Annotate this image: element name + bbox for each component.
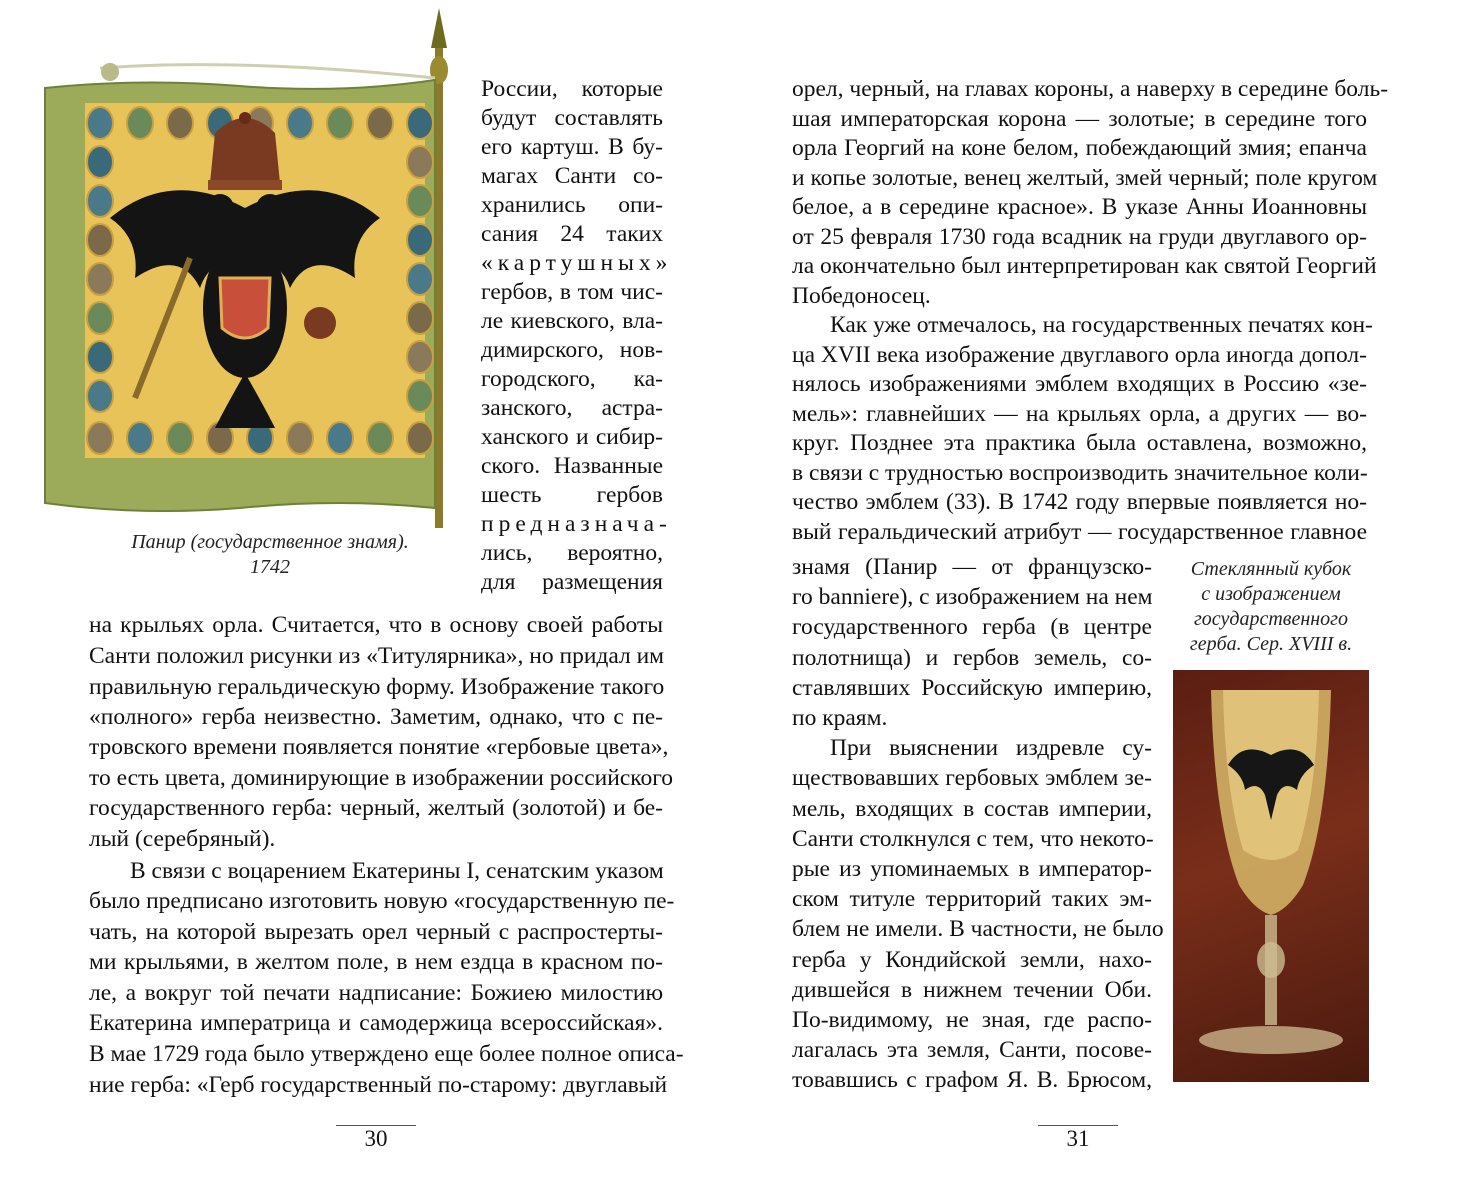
text-line: государственного герба: черный, желтый (золотой) и бе- xyxy=(89,795,663,821)
text-line: нялось изображениями эмблем входящих в Россию «зе- xyxy=(792,371,1367,397)
land-emblem xyxy=(287,422,313,454)
text-line: ле киевского, вла- xyxy=(481,308,663,334)
text-line: мель, входящих в состав империи, xyxy=(792,795,1152,822)
land-emblem xyxy=(127,107,153,139)
text-line: вый геральдический атрибут — государственное главное xyxy=(792,518,1367,545)
text-line: Санти положил рисунки из «Титулярника», но придал им xyxy=(89,643,665,669)
text-line: сания 24 таких xyxy=(481,221,663,247)
land-emblem xyxy=(327,422,353,454)
text-line: ставлявших Российскую империю, xyxy=(792,674,1152,701)
land-emblem xyxy=(407,422,433,454)
text-line: рые из упоминаемых в император- xyxy=(792,856,1152,882)
text-line: По-видимому, не зная, где распо- xyxy=(792,1007,1152,1033)
text-line: герба у Кондийской земли, нахо- xyxy=(792,946,1152,973)
text-line: и копье золотые, венец желтый, змей черный; поле кругом xyxy=(792,164,1378,191)
text-line: тровского времени появляется понятие «гербовые цвета», xyxy=(89,734,669,760)
text-line: России, которые xyxy=(481,76,663,102)
text-line: ца XVII века изображение двуглавого орла иногда допол- xyxy=(792,341,1367,368)
banner-pole xyxy=(435,48,443,528)
text-line: шесть гербов xyxy=(481,482,663,508)
text-line: будут составлять xyxy=(481,105,663,131)
land-emblem xyxy=(87,380,113,412)
text-line: го banniere), с изображением на нем xyxy=(792,584,1153,611)
text-line: ле, а вокруг той печати надписание: Божиею милостию xyxy=(89,980,663,1006)
text-line: государственного герба (в центре xyxy=(792,614,1152,641)
land-emblem xyxy=(407,380,433,412)
text-line: для размещения xyxy=(481,569,663,595)
text-line: ла окончательно был интерпретирован как святой Георгий xyxy=(792,253,1377,279)
text-line: лый (серебряный). xyxy=(89,826,276,852)
land-emblem xyxy=(167,107,193,139)
land-emblem xyxy=(127,422,153,454)
text-line: знамя (Панир — от французско- xyxy=(792,554,1152,580)
text-line: магах Санти со- xyxy=(481,163,663,189)
text-line: по краям. xyxy=(792,705,888,731)
land-emblem xyxy=(367,107,393,139)
text-line: его картуш. В бу- xyxy=(481,134,663,160)
text-line: полотнища) и гербов земель, со- xyxy=(792,644,1152,671)
land-emblem xyxy=(407,263,433,295)
text-line: чать, на которой вырезать орел черный с распростерты- xyxy=(89,919,663,945)
text-line: димирского, нов- xyxy=(481,337,663,363)
text-line: блем не имели. В частности, не было xyxy=(792,916,1164,943)
page-number: 31 xyxy=(1066,1126,1090,1151)
land-emblem xyxy=(407,185,433,217)
land-emblem xyxy=(87,224,113,256)
land-emblem xyxy=(407,302,433,334)
text-line: «полного» герба неизвестно. Заметим, однако, что с пе- xyxy=(89,704,663,730)
land-emblem xyxy=(407,224,433,256)
left-page xyxy=(0,0,729,1200)
land-emblem xyxy=(87,146,113,178)
goblet-caption: Стеклянный кубок с изображением государственного герба. Сер. XVIII в. xyxy=(1189,558,1353,655)
text-line: занского, астра- xyxy=(481,395,663,421)
pole-spearhead xyxy=(431,8,447,48)
text-line: хранились опи- xyxy=(481,192,663,218)
right-page xyxy=(729,0,1459,1200)
text-line: круг. Позднее эта практика была оставлена, возможно, xyxy=(792,430,1367,456)
land-emblem xyxy=(287,107,313,139)
land-emblem xyxy=(87,107,113,139)
text-line: от 25 февраля 1730 года всадник на груди двуглавого ор- xyxy=(792,223,1367,250)
text-line: Как уже отмечалось, на государственных печатях кон- xyxy=(830,312,1373,338)
text-line: ми крыльями, в желтом поле, в нем ездца в красном по- xyxy=(89,949,663,975)
land-emblem xyxy=(407,341,433,373)
text-line: в связи с трудностью воспроизводить значительное коли- xyxy=(792,459,1368,486)
text-line: белое, а в середине красное». В указе Анны Иоанновны xyxy=(792,194,1367,220)
text-line: ществовавших гербовых эмблем зе- xyxy=(792,765,1152,792)
text-line: дившейся в нижнем течении Оби. xyxy=(792,976,1152,1003)
text-line: При выяснении издревле су- xyxy=(830,735,1152,762)
text-line: орел, черный, на главах короны, а наверху в середине боль- xyxy=(792,76,1389,102)
text-line: товавшись с графом Я. В. Брюсом, xyxy=(792,1067,1152,1094)
text-line: Екатерина императрица и самодержица всероссийская». xyxy=(89,1010,663,1036)
text-line: В связи с воцарением Екатерины I, сенатским указом xyxy=(130,858,664,884)
text-line: шая императорская корона — золотые; в середине того xyxy=(792,105,1367,132)
land-emblem xyxy=(167,422,193,454)
text-line: «картушных» xyxy=(481,250,673,276)
banner-caption: Панир (государственное знамя). 1742 xyxy=(131,531,409,578)
text-line: то есть цвета, доминирующие в изображении российского xyxy=(89,765,674,791)
land-emblem xyxy=(327,107,353,139)
text-line: мель»: главнейших — на крыльях орла, а других — во- xyxy=(792,400,1367,427)
text-line: ского. Названные xyxy=(481,453,663,479)
text-line: городского, ка- xyxy=(481,366,663,392)
land-emblem xyxy=(87,341,113,373)
land-emblem xyxy=(407,146,433,178)
text-line: лагалась эта земля, Санти, посове- xyxy=(792,1037,1152,1064)
banner-illustration xyxy=(40,8,460,528)
text-line: гербов, в том чис- xyxy=(481,279,663,305)
text-line: ханского и сибир- xyxy=(481,424,663,450)
land-emblem xyxy=(407,107,433,139)
text-line: Победоносец. xyxy=(792,282,931,309)
text-line: лись, вероятно, xyxy=(481,540,663,566)
land-emblem xyxy=(87,302,113,334)
text-line: Санти столкнулся с тем, что некото- xyxy=(792,825,1154,852)
text-line: ском титуле территорий таких эм- xyxy=(792,886,1152,913)
goblet-illustration xyxy=(1173,670,1369,1082)
text-line: на крыльях орла. Считается, что в основу своей работы xyxy=(89,612,663,638)
text-line: орла Георгий на коне белом, побеждающий змия; епанча xyxy=(792,135,1367,161)
text-line: предназнача- xyxy=(481,511,672,537)
text-line: ние герба: «Герб государственный по-старому: двуглавый xyxy=(89,1072,668,1098)
land-emblem xyxy=(87,422,113,454)
text-line: было предписано изготовить новую «государственную пе- xyxy=(89,888,675,914)
text-line: В мае 1729 года было утверждено еще более полное описа- xyxy=(89,1041,684,1067)
text-line: чество эмблем (33). В 1742 году впервые появляется но- xyxy=(792,489,1367,515)
land-emblem xyxy=(367,422,393,454)
land-emblem xyxy=(87,185,113,217)
land-emblem xyxy=(87,263,113,295)
goblet-photo xyxy=(1173,670,1369,1082)
page-number: 30 xyxy=(364,1126,388,1151)
text-line: правильную геральдическую форму. Изображение такого xyxy=(89,674,665,700)
